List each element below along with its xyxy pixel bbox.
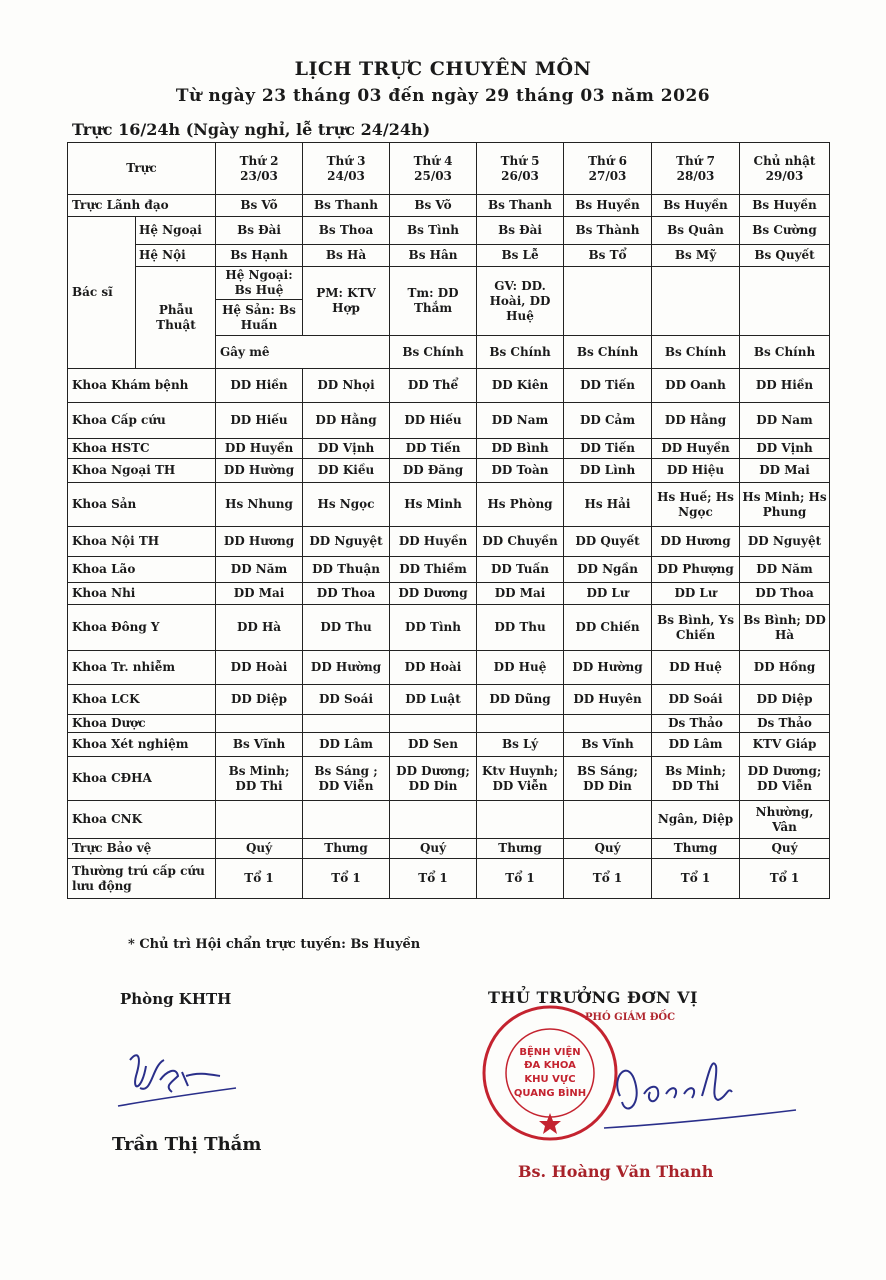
- table-cell: Bs Chính: [740, 336, 830, 369]
- table-cell: DD Dũng: [477, 685, 564, 715]
- table-cell: DD Kiên: [477, 369, 564, 403]
- day-header: [740, 143, 830, 195]
- table-cell: DD Toàn: [477, 459, 564, 483]
- table-cell: Tổ 1: [477, 859, 564, 899]
- table-cell: DD Mai: [216, 583, 303, 605]
- table-cell: BS Sáng; DD Din: [564, 757, 652, 801]
- table-cell: [390, 801, 477, 839]
- row-label: Khoa LCK: [68, 685, 216, 715]
- table-cell: Bs Huyền: [564, 195, 652, 217]
- row-label: Khoa Nhi: [68, 583, 216, 605]
- table-cell: Hs Nhung: [216, 483, 303, 527]
- table-cell: DD Huệ: [477, 651, 564, 685]
- table-cell: DD Lư: [564, 583, 652, 605]
- table-cell: DD Diệp: [740, 685, 830, 715]
- table-cell: Bs Tình: [390, 217, 477, 245]
- table-cell: DD Hiệu: [652, 459, 740, 483]
- official-stamp-icon: [480, 1003, 620, 1143]
- day-name: Thứ 6: [588, 153, 627, 168]
- day-date: 29/03: [765, 168, 804, 183]
- table-cell: Bs Chính: [564, 336, 652, 369]
- table-cell: Bs Chính: [390, 336, 477, 369]
- left-signature-icon: [112, 1036, 242, 1116]
- day-header: [477, 143, 564, 195]
- table-cell: DD Hà: [216, 605, 303, 651]
- duty-subtitle: Trực 16/24h (Ngày nghỉ, lễ trực 24/24h): [72, 120, 431, 139]
- table-cell: Nhường, Vân: [740, 801, 830, 839]
- table-row: [68, 839, 830, 859]
- table-cell: DD Hoài: [390, 651, 477, 685]
- table-cell: DD Thoa: [740, 583, 830, 605]
- table-cell: Bs Tổ: [564, 245, 652, 267]
- table-cell: DD Thiềm: [390, 557, 477, 583]
- table-row: [68, 859, 830, 899]
- table-cell: DD Hồng: [740, 651, 830, 685]
- right-signer-title: THỦ TRƯỞNG ĐƠN VỊ: [488, 988, 699, 1007]
- table-cell: DD Diệp: [216, 685, 303, 715]
- table-cell: [477, 801, 564, 839]
- table-cell: Ktv Huynh; DD Viễn: [477, 757, 564, 801]
- table-cell: Hs Huế; Hs Ngọc: [652, 483, 740, 527]
- table-cell: DD Lình: [564, 459, 652, 483]
- table-cell: Bs Mỹ: [652, 245, 740, 267]
- table-cell: DD Tiến: [390, 439, 477, 459]
- table-cell: DD Nhọi: [303, 369, 390, 403]
- table-cell: GV: DD. Hoài, DD Huệ: [477, 267, 564, 336]
- table-cell: Hệ Ngoại: Bs Huệ: [216, 267, 303, 300]
- table-cell: Bs Huyền: [652, 195, 740, 217]
- day-date: 26/03: [501, 168, 539, 183]
- row-label: Khoa Tr. nhiễm: [68, 651, 216, 685]
- table-cell: DD Tình: [390, 605, 477, 651]
- table-cell: Bs Lý: [477, 733, 564, 757]
- table-cell: Tổ 1: [652, 859, 740, 899]
- table-cell: DD Hằng: [303, 403, 390, 439]
- table-cell: DD Thoa: [303, 583, 390, 605]
- table-row: [68, 459, 830, 483]
- table-cell: [564, 267, 652, 336]
- table-cell: DD Nam: [740, 403, 830, 439]
- table-row: [68, 685, 830, 715]
- table-cell: [216, 715, 303, 733]
- table-row: [68, 605, 830, 651]
- row-label: Khoa Dược: [68, 715, 216, 733]
- table-cell: Bs Thoa: [303, 217, 390, 245]
- table-cell: DD Hiền: [216, 369, 303, 403]
- table-cell: Bs Sáng ; DD Viễn: [303, 757, 390, 801]
- table-cell: Hs Minh: [390, 483, 477, 527]
- day-date: 25/03: [414, 168, 452, 183]
- table-cell: Thưng: [477, 839, 564, 859]
- table-cell: DD Huyền: [652, 439, 740, 459]
- table-cell: DD Tiến: [564, 439, 652, 459]
- table-cell: DD Nguyệt: [740, 527, 830, 557]
- right-signer-subtitle: PHÓ GIÁM ĐỐC: [585, 1012, 676, 1023]
- table-cell: Quý: [216, 839, 303, 859]
- footnote: * Chủ trì Hội chẩn trực tuyến: Bs Huyền: [128, 937, 421, 952]
- table-cell: DD Hằng: [652, 403, 740, 439]
- table-cell: Bs Thanh: [477, 195, 564, 217]
- table-cell: Quý: [740, 839, 830, 859]
- table-cell: DD Hương: [652, 527, 740, 557]
- right-signature-icon: [600, 1036, 800, 1136]
- row-label: Khoa Khám bệnh: [68, 369, 216, 403]
- sub-row-label: Hệ Ngoại: [136, 217, 216, 245]
- table-cell: DD Năm: [216, 557, 303, 583]
- table-cell: Hệ Sản: Bs Huấn: [216, 300, 303, 336]
- table-cell: DD Lư: [652, 583, 740, 605]
- sub-row-label: Phẫu Thuật: [136, 267, 216, 369]
- table-cell: DD Hoài: [216, 651, 303, 685]
- table-cell: DD Dương; DD Viễn: [740, 757, 830, 801]
- stamp-line: QUANG BÌNH: [513, 1088, 587, 1099]
- table-cell: DD Mai: [477, 583, 564, 605]
- duty-schedule-table: [67, 142, 830, 899]
- table-row: [68, 195, 830, 217]
- row-label: Khoa Sản: [68, 483, 216, 527]
- table-cell: DD Oanh: [652, 369, 740, 403]
- table-cell: DD Kiều: [303, 459, 390, 483]
- day-date: 27/03: [588, 168, 627, 183]
- stamp-line: BỆNH VIỆN: [519, 1047, 581, 1058]
- table-cell: Bs Hà: [303, 245, 390, 267]
- table-row: [68, 801, 830, 839]
- row-label: Khoa Đông Y: [68, 605, 216, 651]
- table-cell: [303, 801, 390, 839]
- table-cell: Tổ 1: [216, 859, 303, 899]
- right-signer-name: Bs. Hoàng Văn Thanh: [518, 1162, 714, 1181]
- row-label: Khoa Cấp cứu: [68, 403, 216, 439]
- table-cell: Ds Thảo: [652, 715, 740, 733]
- corner-header: Trực: [68, 143, 216, 195]
- table-cell: DD Hương: [216, 527, 303, 557]
- row-label: Khoa Xét nghiệm: [68, 733, 216, 757]
- stamp-line: ĐA KHOA: [524, 1060, 576, 1071]
- table-cell: DD Chiến: [564, 605, 652, 651]
- left-signer-name: Trần Thị Thắm: [112, 1134, 262, 1155]
- table-cell: DD Tuấn: [477, 557, 564, 583]
- day-name: Thứ 3: [326, 153, 366, 168]
- table-cell: DD Sen: [390, 733, 477, 757]
- row-label: Khoa Nội TH: [68, 527, 216, 557]
- table-cell: DD Hường: [564, 651, 652, 685]
- table-cell: DD Hiếu: [216, 403, 303, 439]
- table-row: [68, 527, 830, 557]
- table-cell: DD Ngần: [564, 557, 652, 583]
- day-name: Thứ 7: [676, 153, 715, 168]
- table-cell: Ds Thảo: [740, 715, 830, 733]
- stamp-line: KHU VỰC: [524, 1074, 576, 1085]
- day-header: [303, 143, 390, 195]
- table-cell: Bs Vĩnh: [216, 733, 303, 757]
- table-cell: DD Soái: [303, 685, 390, 715]
- table-cell: DD Lâm: [303, 733, 390, 757]
- table-cell: Bs Cường: [740, 217, 830, 245]
- table-cell: DD Soái: [652, 685, 740, 715]
- table-cell: DD Dương: [390, 583, 477, 605]
- table-row: [68, 403, 830, 439]
- table-cell: Bs Chính: [477, 336, 564, 369]
- table-cell: DD Huyên: [564, 685, 652, 715]
- table-cell: Thưng: [303, 839, 390, 859]
- table-cell: Tổ 1: [740, 859, 830, 899]
- table-cell: DD Nguyệt: [303, 527, 390, 557]
- header-row: [68, 143, 830, 195]
- table-cell: DD Vịnh: [740, 439, 830, 459]
- table-cell: Bs Thanh: [303, 195, 390, 217]
- table-cell: DD Năm: [740, 557, 830, 583]
- table-cell: Bs Lễ: [477, 245, 564, 267]
- table-cell: [740, 267, 830, 336]
- table-cell: Bs Huyền: [740, 195, 830, 217]
- table-cell: DD Dương; DD Din: [390, 757, 477, 801]
- day-name: Chủ nhật: [753, 153, 816, 168]
- row-label: Khoa CĐHA: [68, 757, 216, 801]
- row-label: Khoa Ngoại TH: [68, 459, 216, 483]
- table-row: [68, 651, 830, 685]
- row-label: Trực Lãnh đạo: [68, 195, 216, 217]
- table-cell: DD Lâm: [652, 733, 740, 757]
- table-cell: DD Hiếu: [390, 403, 477, 439]
- table-row: [68, 267, 830, 300]
- table-row: [68, 217, 830, 245]
- table-cell: [564, 715, 652, 733]
- table-cell: Quý: [564, 839, 652, 859]
- table-cell: DD Hường: [303, 651, 390, 685]
- table-cell: Ngân, Diệp: [652, 801, 740, 839]
- day-name: Thứ 4: [413, 153, 453, 168]
- table-row: [68, 483, 830, 527]
- table-cell: DD Quyết: [564, 527, 652, 557]
- table-cell: Tổ 1: [564, 859, 652, 899]
- table-cell: DD Tiến: [564, 369, 652, 403]
- table-cell: Bs Bình, Ys Chiến: [652, 605, 740, 651]
- table-cell: [652, 267, 740, 336]
- table-cell: DD Bình: [477, 439, 564, 459]
- table-cell: DD Phượng: [652, 557, 740, 583]
- row-label: Thường trú cấp cứu lưu động: [68, 859, 216, 899]
- table-cell: [216, 801, 303, 839]
- table-cell: DD Thu: [303, 605, 390, 651]
- table-cell: [390, 715, 477, 733]
- table-cell: DD Chuyền: [477, 527, 564, 557]
- date-range: Từ ngày 23 tháng 03 đến ngày 29 tháng 03 năm 2026: [175, 86, 711, 106]
- row-label: Khoa CNK: [68, 801, 216, 839]
- table-cell: DD Huệ: [652, 651, 740, 685]
- table-cell: DD Thể: [390, 369, 477, 403]
- table-cell: Tổ 1: [303, 859, 390, 899]
- table-cell: Bs Thành: [564, 217, 652, 245]
- day-name: Thứ 2: [239, 153, 279, 168]
- table-cell: DD Thuận: [303, 557, 390, 583]
- table-cell: DD Huyền: [390, 527, 477, 557]
- table-cell: Bs Hạnh: [216, 245, 303, 267]
- table-cell: Bs Chính: [652, 336, 740, 369]
- table-cell: Tổ 1: [390, 859, 477, 899]
- table-cell: [303, 715, 390, 733]
- table-cell: DD Cảm: [564, 403, 652, 439]
- table-cell: Quý: [390, 839, 477, 859]
- table-cell: Bs Hân: [390, 245, 477, 267]
- day-date: 24/03: [327, 168, 365, 183]
- bacsi-label: Bác sĩ: [68, 217, 136, 369]
- table-cell: DD Vịnh: [303, 439, 390, 459]
- day-name: Thứ 5: [500, 153, 540, 168]
- table-cell: Bs Võ: [216, 195, 303, 217]
- table-row: [68, 245, 830, 267]
- table-cell: [564, 801, 652, 839]
- table-cell: Bs Đài: [216, 217, 303, 245]
- day-header: [390, 143, 477, 195]
- table-cell: Thưng: [652, 839, 740, 859]
- table-cell: DD Huyền: [216, 439, 303, 459]
- table-cell: Hs Phòng: [477, 483, 564, 527]
- row-label: Khoa Lão: [68, 557, 216, 583]
- day-header: [564, 143, 652, 195]
- table-cell: Hs Hải: [564, 483, 652, 527]
- table-cell: Bs Đài: [477, 217, 564, 245]
- table-cell: Bs Minh; DD Thi: [652, 757, 740, 801]
- table-cell: Bs Quyết: [740, 245, 830, 267]
- table-cell: Hs Ngọc: [303, 483, 390, 527]
- table-cell: [477, 715, 564, 733]
- table-cell: DD Hường: [216, 459, 303, 483]
- row-label: Trực Bảo vệ: [68, 839, 216, 859]
- row-label: Khoa HSTC: [68, 439, 216, 459]
- table-row: [68, 715, 830, 733]
- table-row: [68, 733, 830, 757]
- table-cell: Hs Minh; Hs Phung: [740, 483, 830, 527]
- row-label: Gây mê: [216, 336, 390, 369]
- table-cell: DD Hiền: [740, 369, 830, 403]
- table-row: [68, 439, 830, 459]
- table-cell: Tm: DD Thắm: [390, 267, 477, 336]
- left-signer-title: Phòng KHTH: [120, 990, 232, 1008]
- day-header: [652, 143, 740, 195]
- day-date: 23/03: [240, 168, 278, 183]
- table-row: [68, 557, 830, 583]
- table-cell: KTV Giáp: [740, 733, 830, 757]
- table-cell: Bs Bình; DD Hà: [740, 605, 830, 651]
- day-date: 28/03: [676, 168, 715, 183]
- table-row: [68, 369, 830, 403]
- table-cell: DD Thu: [477, 605, 564, 651]
- table-cell: Bs Minh; DD Thi: [216, 757, 303, 801]
- table-cell: DD Mai: [740, 459, 830, 483]
- day-header: [216, 143, 303, 195]
- table-cell: Bs Quân: [652, 217, 740, 245]
- table-row: [68, 583, 830, 605]
- table-cell: Bs Vĩnh: [564, 733, 652, 757]
- table-body: [68, 143, 830, 899]
- document-title: LỊCH TRỰC CHUYÊN MÔN: [294, 58, 592, 80]
- table-cell: Bs Võ: [390, 195, 477, 217]
- table-cell: DD Luật: [390, 685, 477, 715]
- table-cell: DD Đăng: [390, 459, 477, 483]
- sub-row-label: Hệ Nội: [136, 245, 216, 267]
- table-cell: PM: KTV Hợp: [303, 267, 390, 336]
- table-row: [68, 757, 830, 801]
- table-cell: DD Nam: [477, 403, 564, 439]
